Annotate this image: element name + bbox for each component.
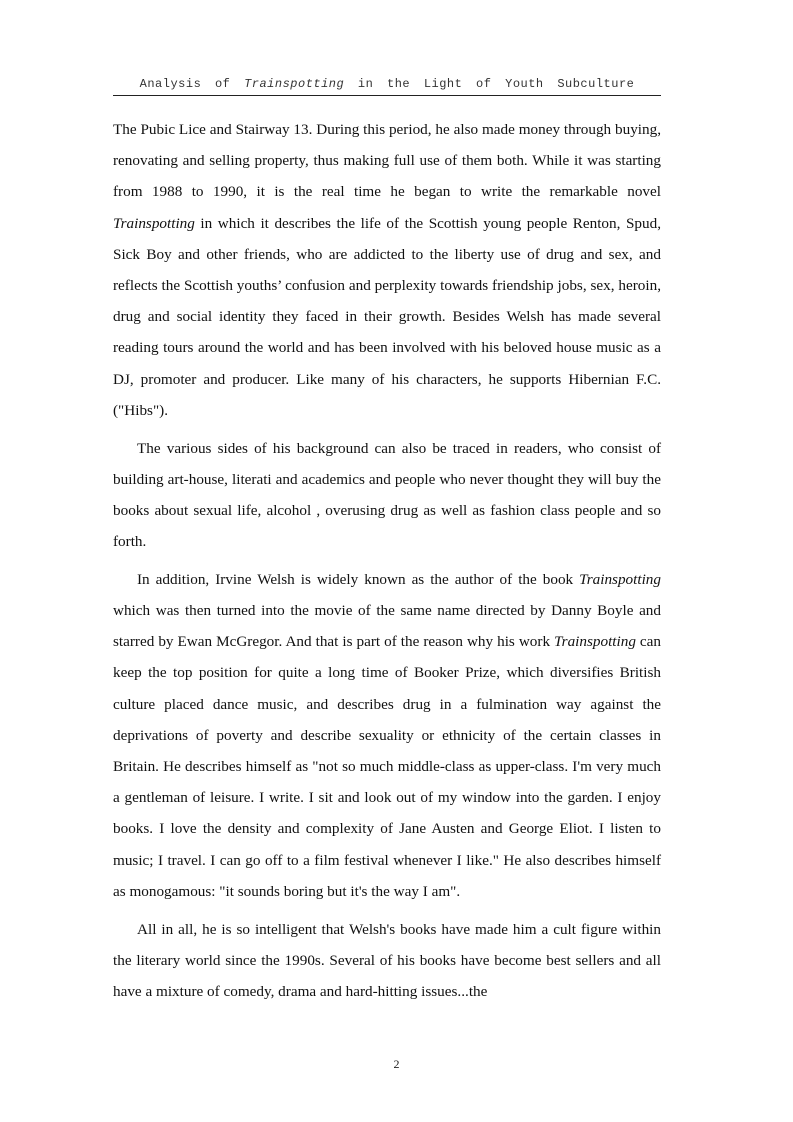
- paragraph-text: In addition, Irvine Welsh is widely known as the author of the book: [137, 570, 580, 588]
- header-prefix: Analysis of: [139, 77, 231, 91]
- paragraph-text: in which it describes the life of the Scottish young people Renton, Spud, Sick Boy and other friends, who are addicted to the liberty use of drug and sex, and reflects the Scottish youths’ confusion and perplexity towards friendship jobs, sex, heroin, drug and social identity they faced in their growth. Besides Welsh has made several reading tours around the world and has been involved with his beloved house music as a DJ, promoter and producer. Like many of his characters, he supports Hibernian F.C.("Hibs").: [113, 214, 661, 419]
- paragraph: [113, 914, 661, 1008]
- paragraph-text: which was then turned into the movie of the same name directed by Danny Boyle and starred by Ewan McGregor. And that is part of the reason why his work: [113, 602, 661, 651]
- italic-title: Trainspotting: [554, 633, 636, 651]
- page-number: 2: [393, 1057, 400, 1071]
- paragraph-text: The Pubic Lice and Stairway 13. During this period, he also made money through buying, renovating and selling property, thus making full use of them both. While it was starting from 1988 to 1990, it is the real time he began to write the remarkable novel: [113, 121, 661, 201]
- paragraph-text: All in all, he is so intelligent that Welsh's books have made him a cult figure within the literary world since the 1990s. Several of his books have become best sellers and all have a mixture of comedy, drama and hard-hitting issues...the: [113, 920, 661, 1000]
- paragraph-text: The various sides of his background can also be traced in readers, who consist of building art-house, literati and academics and people who never thought they will buy the books about sexual life, alcohol , overusing drug as well as fashion class people and so forth.: [113, 439, 661, 551]
- running-header: [113, 77, 661, 96]
- italic-title: Trainspotting: [579, 570, 661, 588]
- paragraph: [113, 433, 661, 558]
- paragraph: [113, 564, 661, 907]
- header-title-italic: Trainspotting: [244, 77, 345, 91]
- paragraph-text: can keep the top position for quite a long time of Booker Prize, which diversifies British culture placed dance music, and describes drug in a fulmination way against the deprivations of poverty and describe sexuality or ethnicity of the certain classes in Britain. He describes himself as "not so much middle-class as upper-class. I'm very much a gentleman of leisure. I write. I sit and look out of my window into the garden. I enjoy books. I love the density and complexity of Jane Austen and George Eliot. I listen to music; I travel. I can go off to a film festival whenever I like." He also describes himself as monogamous: "it sounds boring but it's the way I am".: [113, 633, 661, 900]
- header-suffix: in the Light of Youth Subculture: [357, 77, 635, 91]
- paragraph: [113, 114, 661, 426]
- document-body: [113, 114, 661, 1007]
- italic-title: Trainspotting: [113, 214, 195, 232]
